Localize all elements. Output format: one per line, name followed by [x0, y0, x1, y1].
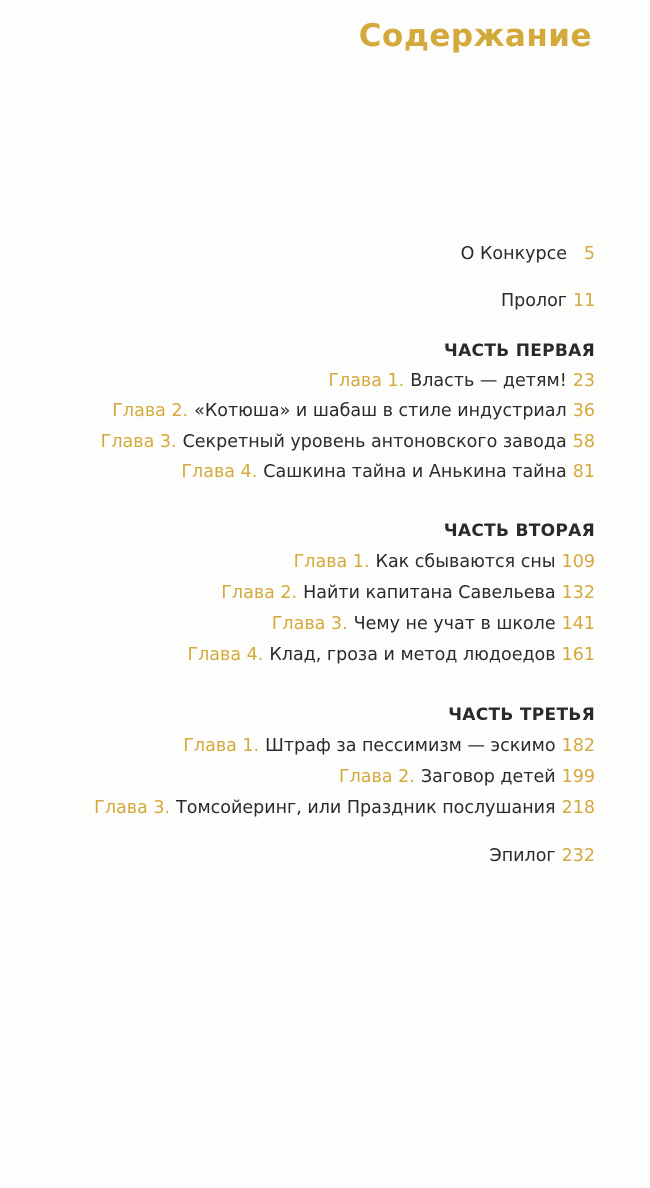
toc-chapter[interactable] — [181, 461, 595, 483]
toc-entry-prologue[interactable] — [501, 290, 595, 312]
toc-entry-text: Пролог — [500, 291, 567, 311]
toc-page-number: 161 — [561, 645, 595, 665]
part-heading: ЧАСТЬ ПЕРВАЯ — [444, 341, 595, 361]
toc-chapter[interactable] — [183, 735, 595, 757]
chapter-title: Сашкина тайна и Анькина тайна — [263, 462, 567, 482]
chapter-label: Глава 1. — [183, 736, 260, 756]
toc-entry-text: О Конкурсе — [460, 244, 567, 264]
toc-page-number: 58 — [572, 432, 595, 452]
toc-page-number: 182 — [561, 736, 595, 756]
chapter-title: Томсойеринг, или Праздник послушания — [176, 798, 556, 818]
toc-chapter[interactable] — [94, 797, 595, 819]
chapter-title: Чему не учат в школе — [353, 614, 556, 634]
part-heading: ЧАСТЬ ВТОРАЯ — [443, 521, 595, 541]
chapter-title: Власть — детям! — [410, 371, 567, 391]
chapter-title: Секретный уровень антоновского завода — [182, 432, 567, 452]
toc-page-number: 5 — [583, 244, 595, 264]
toc-page-number: 109 — [561, 552, 595, 572]
toc-chapter[interactable] — [112, 400, 595, 422]
chapter-title: «Котюша» и шабаш в стиле индустриал — [194, 401, 567, 421]
toc-chapter[interactable] — [101, 431, 595, 453]
toc-page-number: 132 — [561, 583, 595, 603]
chapter-title: Найти капитана Савельева — [303, 583, 556, 603]
toc-entry-epilogue[interactable] — [489, 845, 595, 867]
chapter-label: Глава 3. — [94, 798, 171, 818]
toc-page-number: 218 — [561, 798, 595, 818]
toc-chapter[interactable] — [328, 370, 595, 392]
chapter-label: Глава 3. — [100, 432, 177, 452]
chapter-label: Глава 4. — [181, 462, 258, 482]
chapter-label: Глава 1. — [293, 552, 370, 572]
toc-page-number: 36 — [572, 401, 595, 421]
chapter-label: Глава 1. — [328, 371, 405, 391]
toc-chapter[interactable] — [221, 582, 595, 604]
toc-entry-text: Эпилог — [489, 846, 556, 866]
chapter-label: Глава 3. — [271, 614, 348, 634]
toc-page-number: 81 — [572, 462, 595, 482]
part-heading: ЧАСТЬ ТРЕТЬЯ — [448, 705, 595, 725]
chapter-label: Глава 4. — [187, 645, 264, 665]
toc-chapter[interactable] — [187, 644, 595, 666]
chapter-title: Клад, гроза и метод людоедов — [269, 645, 556, 665]
toc-page-number: 141 — [561, 614, 595, 634]
toc-page-number: 11 — [573, 291, 596, 311]
toc-page-number: 232 — [561, 846, 595, 866]
chapter-title: Заговор детей — [420, 767, 556, 787]
chapter-label: Глава 2. — [338, 767, 415, 787]
chapter-label: Глава 2. — [221, 583, 298, 603]
toc-chapter[interactable] — [294, 551, 595, 573]
chapter-title: Как сбываются сны — [375, 552, 556, 572]
page-title: Содержание — [358, 18, 592, 54]
toc-chapter[interactable] — [272, 613, 595, 635]
toc-entry-contest[interactable] — [461, 243, 595, 265]
toc-chapter[interactable] — [339, 766, 595, 788]
chapter-label: Глава 2. — [112, 401, 189, 421]
toc-page-number: 199 — [561, 767, 595, 787]
toc-page-number: 23 — [572, 371, 595, 391]
chapter-title: Штраф за пессимизм — эскимо — [265, 736, 556, 756]
